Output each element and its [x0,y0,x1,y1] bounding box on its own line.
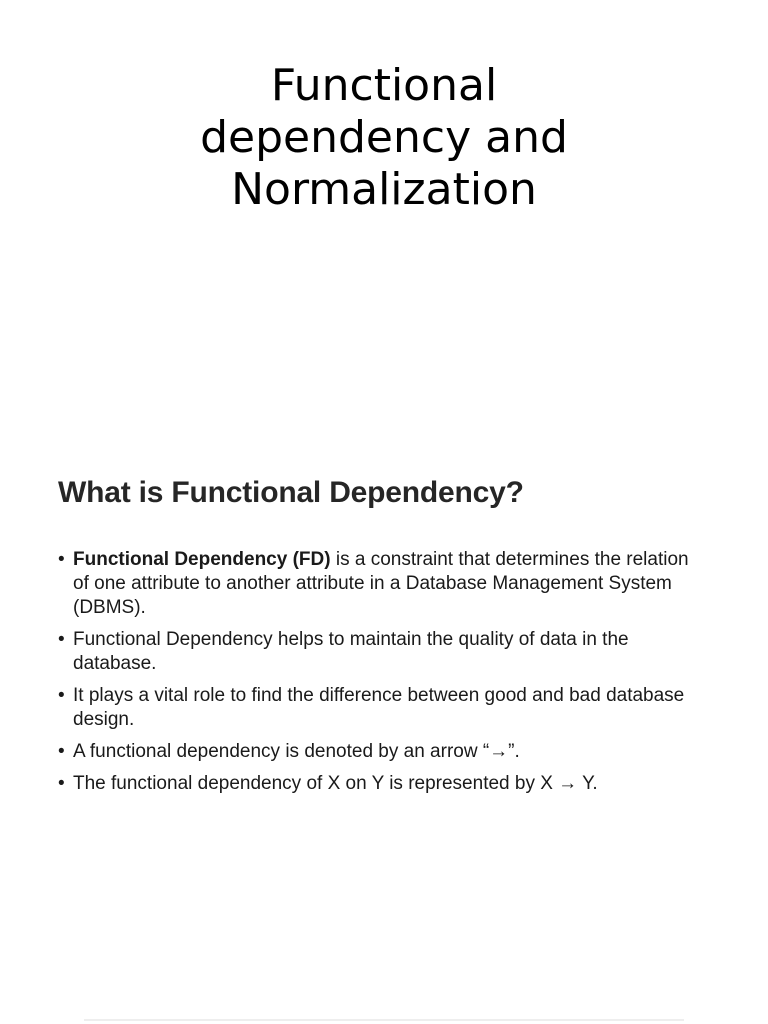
bullet-text: A functional dependency is denoted by an arrow “→”. [73,741,520,762]
bullet-list [58,548,708,804]
bullet-dot: • [58,629,65,650]
page-divider [84,1019,684,1021]
bullet-item [58,740,708,764]
slide-title-line-2: dependency and [200,112,568,163]
slide-title-line-3: Normalization [231,164,537,215]
slide-title [0,60,768,216]
bullet-text: It plays a vital role to find the difference between good and bad database design. [73,685,685,730]
bullet-bold-lead: Functional Dependency (FD) [73,549,331,570]
section-heading: What is Functional Dependency? [58,476,524,509]
bullet-dot: • [58,549,65,570]
bullet-text: Functional Dependency helps to maintain the quality of data in the database. [73,629,629,674]
bullet-item [58,628,708,676]
bullet-item [58,684,708,732]
bullet-text: The functional dependency of X on Y is represented by X → Y. [73,773,598,794]
bullet-dot: • [58,773,65,794]
slide-title-line-1: Functional [270,60,498,111]
bullet-dot: • [58,685,65,706]
bullet-text: is a constraint that determines the relation of one attribute to another attribute in a Database Management System (DBMS). [73,549,689,618]
bullet-item [58,548,708,620]
bullet-item [58,772,708,796]
bullet-dot: • [58,741,65,762]
